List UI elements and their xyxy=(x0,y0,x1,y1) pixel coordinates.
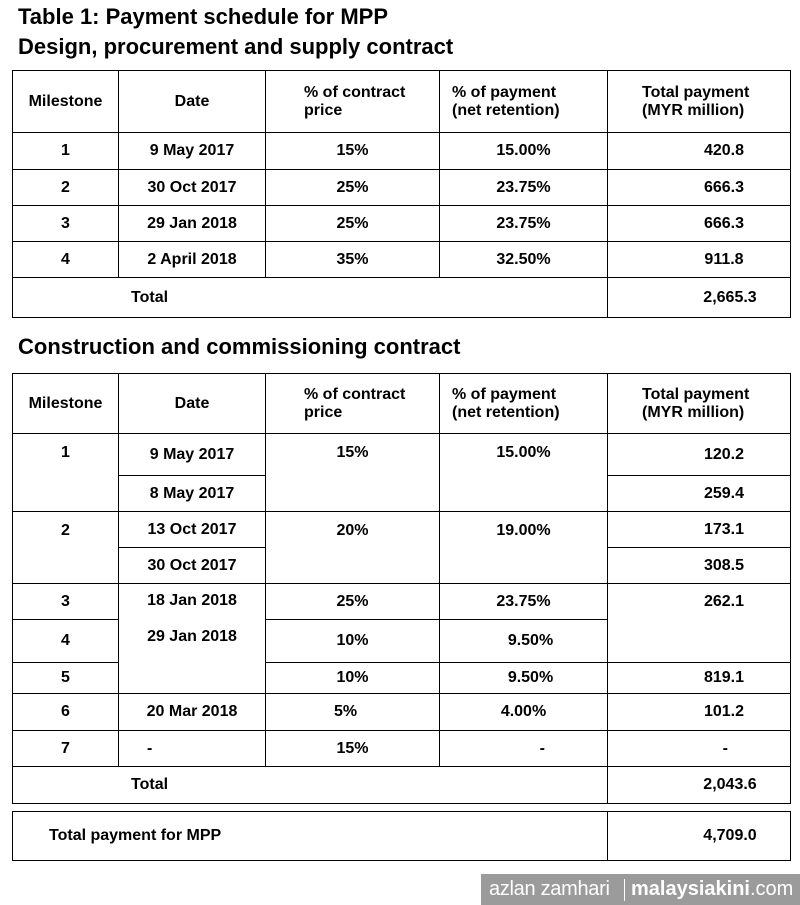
date-cell: 30 Oct 2017 xyxy=(119,548,266,584)
pct-payment-cell: 23.75% xyxy=(440,206,608,242)
milestone-cell: 4 xyxy=(13,242,119,278)
pct-contract-cell: 10% xyxy=(266,620,440,663)
total-payment-cell: 262.1 xyxy=(608,584,791,663)
section-title-construction-commissioning: Construction and commissioning contract xyxy=(18,334,461,359)
pct-payment-cell: 15.00% xyxy=(440,133,608,170)
date-cell: 29 Jan 2018 xyxy=(119,206,266,242)
header-pct-contract: % of contract price xyxy=(266,374,440,434)
milestone-cell: 5 xyxy=(13,663,119,694)
date-cell: 13 Oct 2017 xyxy=(119,512,266,548)
construction-commissioning-table xyxy=(12,373,791,804)
milestone-cell: 6 xyxy=(13,694,119,731)
pct-payment-cell: - xyxy=(440,731,608,767)
pct-contract-cell: 25% xyxy=(266,170,440,206)
total-payment-cell: 101.2 xyxy=(608,694,791,731)
pct-payment-cell: 4.00% xyxy=(440,694,608,731)
total-row xyxy=(13,278,791,318)
milestone-cell: 2 xyxy=(13,512,119,584)
header-date: Date xyxy=(119,71,266,133)
header-date: Date xyxy=(119,374,266,434)
total-payment-cell: 173.1 xyxy=(608,512,791,548)
total-label: Total xyxy=(13,278,608,318)
milestone-cell: 3 xyxy=(13,206,119,242)
table-row xyxy=(13,206,791,242)
pct-payment-cell: 32.50% xyxy=(440,242,608,278)
grand-total-table xyxy=(12,811,791,861)
total-payment-cell: 666.3 xyxy=(608,206,791,242)
date-cell: 8 May 2017 xyxy=(119,476,266,512)
date-cell: 9 May 2017 xyxy=(119,133,266,170)
header-row xyxy=(13,71,791,133)
date-cell: 9 May 2017 xyxy=(119,434,266,476)
pct-contract-cell: 20% xyxy=(266,512,440,584)
milestone-cell: 2 xyxy=(13,170,119,206)
pct-contract-cell: 5% xyxy=(266,694,440,731)
header-pct-payment: % of payment (net retention) xyxy=(440,71,608,133)
milestone-cell: 4 xyxy=(13,620,119,663)
total-payment-cell: 120.2 xyxy=(608,434,791,476)
header-row xyxy=(13,374,791,434)
header-total-payment: Total payment (MYR million) xyxy=(608,374,791,434)
header-milestone: Milestone xyxy=(13,374,119,434)
total-value: 2,665.3 xyxy=(608,278,791,318)
date-cell: 18 Jan 2018 29 Jan 2018 xyxy=(119,584,266,694)
milestone-cell: 3 xyxy=(13,584,119,620)
pct-payment-cell: 9.50% xyxy=(440,663,608,694)
total-payment-cell: 819.1 xyxy=(608,663,791,694)
total-payment-cell: 259.4 xyxy=(608,476,791,512)
pct-contract-cell: 10% xyxy=(266,663,440,694)
pct-payment-cell: 15.00% xyxy=(440,434,608,512)
table-row xyxy=(13,133,791,170)
pct-contract-cell: 15% xyxy=(266,133,440,170)
total-payment-cell: 911.8 xyxy=(608,242,791,278)
grand-total-label: Total payment for MPP xyxy=(13,812,608,861)
total-payment-cell: 308.5 xyxy=(608,548,791,584)
total-payment-cell: - xyxy=(608,731,791,767)
grand-total-row xyxy=(13,812,791,861)
header-pct-payment: % of payment (net retention) xyxy=(440,374,608,434)
milestone-cell: 7 xyxy=(13,731,119,767)
pct-payment-cell: 23.75% xyxy=(440,170,608,206)
pct-contract-cell: 25% xyxy=(266,584,440,620)
pct-payment-cell: 23.75% xyxy=(440,584,608,620)
header-total-payment: Total payment (MYR million) xyxy=(608,71,791,133)
pct-payment-cell: 9.50% xyxy=(440,620,608,663)
grand-total-value: 4,709.0 xyxy=(608,812,791,861)
pct-contract-cell: 15% xyxy=(266,731,440,767)
header-milestone: Milestone xyxy=(13,71,119,133)
table-row xyxy=(13,584,791,620)
total-label: Total xyxy=(13,767,608,804)
table-row xyxy=(13,434,791,476)
date-cell: - xyxy=(119,731,266,767)
pct-contract-cell: 15% xyxy=(266,434,440,512)
table-row xyxy=(13,512,791,548)
table-row xyxy=(13,731,791,767)
table-row xyxy=(13,170,791,206)
date-cell: 2 April 2018 xyxy=(119,242,266,278)
pct-contract-cell: 25% xyxy=(266,206,440,242)
credit-divider xyxy=(624,879,625,901)
site-logo: malaysiakini.com xyxy=(631,878,794,900)
credit-banner xyxy=(481,874,800,905)
date-cell: 20 Mar 2018 xyxy=(119,694,266,731)
total-row xyxy=(13,767,791,804)
date-cell: 30 Oct 2017 xyxy=(119,170,266,206)
header-pct-contract: % of contract price xyxy=(266,71,440,133)
section-title-design-procurement: Design, procurement and supply contract xyxy=(18,34,454,59)
table-row xyxy=(13,242,791,278)
total-value: 2,043.6 xyxy=(608,767,791,804)
pct-contract-cell: 35% xyxy=(266,242,440,278)
pct-payment-cell: 19.00% xyxy=(440,512,608,584)
milestone-cell: 1 xyxy=(13,133,119,170)
table-row xyxy=(13,694,791,731)
design-procurement-table xyxy=(12,70,791,318)
table-title: Table 1: Payment schedule for MPP xyxy=(18,4,389,29)
milestone-cell: 1 xyxy=(13,434,119,512)
author-credit: azlan zamhari xyxy=(489,878,610,900)
total-payment-cell: 420.8 xyxy=(608,133,791,170)
total-payment-cell: 666.3 xyxy=(608,170,791,206)
